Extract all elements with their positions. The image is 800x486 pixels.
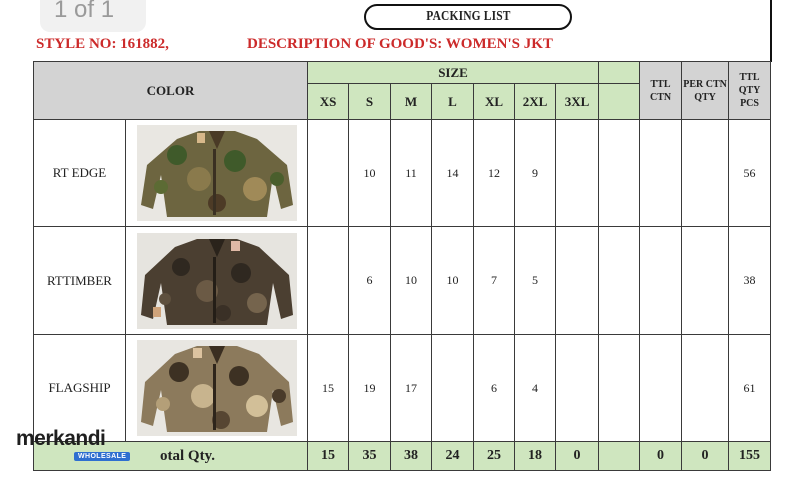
table-row: [34, 120, 771, 227]
per-ctn-qty: [682, 227, 729, 335]
qty-m: 11: [391, 120, 432, 227]
qty-xl: 7: [474, 227, 515, 335]
qty-extra: [599, 120, 640, 227]
ttl-ctn: [640, 120, 682, 227]
total-per-ctn-qty: 0: [682, 442, 729, 471]
photo-cell: [126, 335, 308, 442]
color-name: RT EDGE: [34, 120, 126, 227]
ttl-qty-pcs-header: TTL QTY PCS: [729, 62, 771, 120]
photo-cell: [126, 120, 308, 227]
document-title: PACKING LIST: [364, 4, 572, 30]
total-ttl-qty-pcs: 155: [729, 442, 771, 471]
color-name: FLAGSHIP: [34, 335, 126, 442]
qty-xl: 12: [474, 120, 515, 227]
qty-extra: [599, 227, 640, 335]
women-jacket-rttimber-photo: [137, 233, 297, 329]
color-header: COLOR: [34, 62, 308, 120]
merkandi-watermark: [16, 428, 146, 468]
total-s: 35: [349, 442, 391, 471]
total-extra: [599, 442, 640, 471]
right-border-line: [770, 0, 772, 62]
qty-3xl: [556, 335, 599, 442]
style-number: STYLE NO: 161882,: [36, 36, 169, 52]
ttl-ctn-header: TTL CTN: [640, 62, 682, 120]
total-2xl: 18: [515, 442, 556, 471]
total-xs: 15: [308, 442, 349, 471]
size-s-header: S: [349, 84, 391, 120]
women-jacket-rt-edge-photo: [137, 125, 297, 221]
packing-list-table: [33, 61, 771, 471]
total-xl: 25: [474, 442, 515, 471]
qty-xs: 15: [308, 335, 349, 442]
photo-cell: [126, 227, 308, 335]
ttl-qty-pcs: 38: [729, 227, 771, 335]
table-row: [34, 227, 771, 335]
qty-xs: [308, 227, 349, 335]
qty-2xl: 9: [515, 120, 556, 227]
qty-l: 14: [432, 120, 474, 227]
table-row: [34, 335, 771, 442]
size-xs-header: XS: [308, 84, 349, 120]
size-header-blank: [599, 62, 640, 84]
watermark-brand: merkandi: [16, 427, 106, 450]
qty-3xl: [556, 120, 599, 227]
goods-description: DESCRIPTION OF GOOD'S: WOMEN'S JKT: [247, 36, 553, 52]
color-name: RTTIMBER: [34, 227, 126, 335]
qty-extra: [599, 335, 640, 442]
total-ttl-ctn: 0: [640, 442, 682, 471]
total-qty-label: otal Qty.: [34, 442, 308, 471]
qty-s: 19: [349, 335, 391, 442]
size-l-header: L: [432, 84, 474, 120]
total-m: 38: [391, 442, 432, 471]
size-m-header: M: [391, 84, 432, 120]
size-3xl-header: 3XL: [556, 84, 599, 120]
qty-l: [432, 335, 474, 442]
ttl-ctn: [640, 335, 682, 442]
qty-m: 17: [391, 335, 432, 442]
total-l: 24: [432, 442, 474, 471]
total-3xl: 0: [556, 442, 599, 471]
size-xl-header: XL: [474, 84, 515, 120]
ttl-qty-pcs: 56: [729, 120, 771, 227]
page-indicator: 1 of 1: [40, 0, 146, 32]
watermark-tag: WHOLESALE: [74, 452, 130, 461]
size-extra-header: [599, 84, 640, 120]
qty-2xl: 5: [515, 227, 556, 335]
qty-2xl: 4: [515, 335, 556, 442]
per-ctn-qty-header: PER CTN QTY: [682, 62, 729, 120]
ttl-ctn: [640, 227, 682, 335]
qty-3xl: [556, 227, 599, 335]
per-ctn-qty: [682, 335, 729, 442]
size-2xl-header: 2XL: [515, 84, 556, 120]
qty-s: 6: [349, 227, 391, 335]
per-ctn-qty: [682, 120, 729, 227]
qty-l: 10: [432, 227, 474, 335]
qty-xs: [308, 120, 349, 227]
qty-xl: 6: [474, 335, 515, 442]
women-jacket-flagship-photo: [137, 340, 297, 436]
size-header: SIZE: [308, 62, 599, 84]
qty-m: 10: [391, 227, 432, 335]
qty-s: 10: [349, 120, 391, 227]
ttl-qty-pcs: 61: [729, 335, 771, 442]
